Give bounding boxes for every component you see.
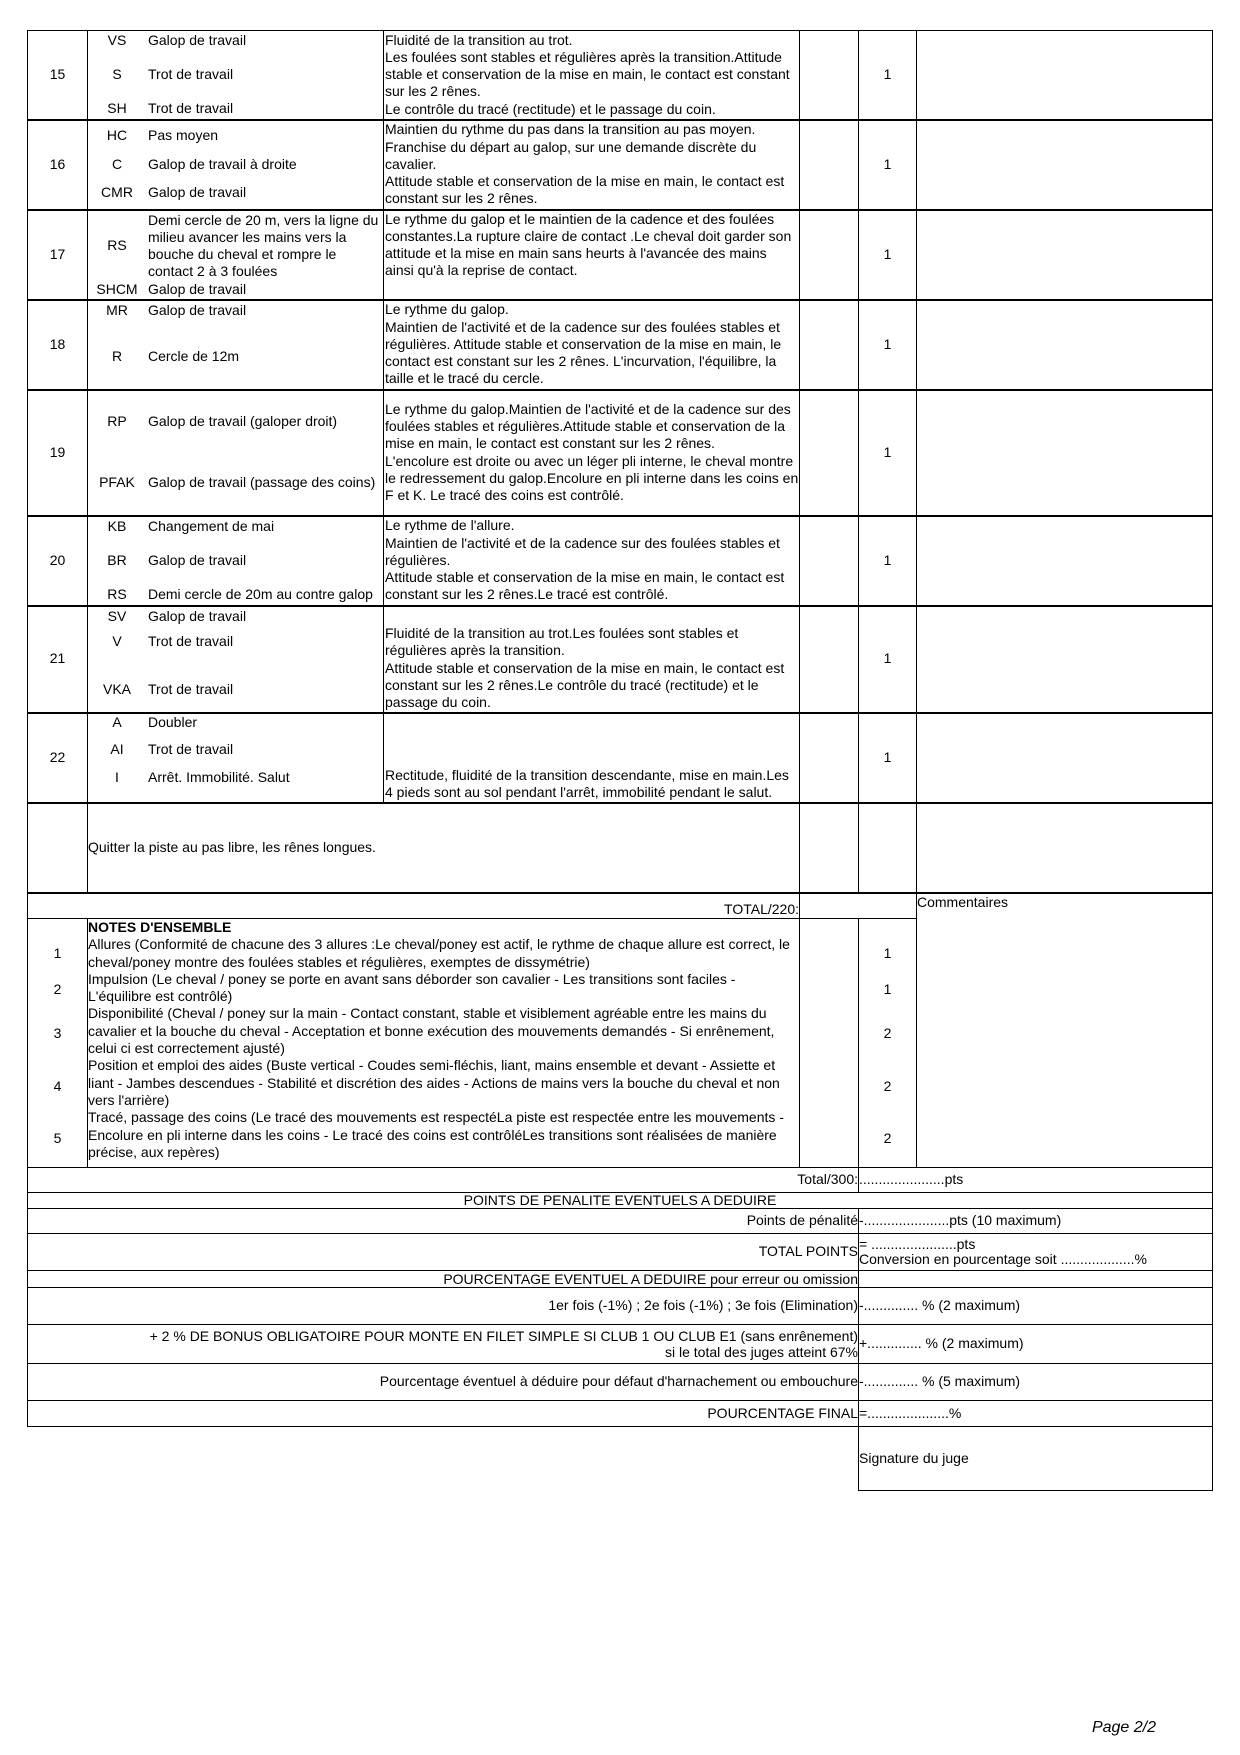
ensemble-number: 3 [53, 1024, 62, 1041]
comment-cell[interactable] [917, 803, 1213, 893]
figure-code: BR [107, 551, 127, 568]
ensemble-item: Position et emploi des aides (Buste vertical - Coudes semi-fléchis, liant, mains ensemble et devant - Assiette et liant - Jambes descendues - Stabilité et discrétion des aides - Actions de mains vers la bouche du cheval et non vers l'arrière) [88, 1057, 780, 1108]
movement-number: 16 [28, 120, 88, 210]
note-cell[interactable] [800, 606, 859, 713]
signature-row [28, 1427, 1213, 1491]
figure-label: Galop de travail [148, 607, 247, 624]
bonus-value[interactable]: +.............. % (2 maximum) [859, 1325, 1213, 1364]
figure-label: Pas moyen [148, 127, 219, 144]
total-220-row [28, 893, 1213, 919]
total-220-label: TOTAL/220: [28, 893, 800, 919]
movement-figures [88, 210, 384, 300]
note-cell[interactable] [800, 390, 859, 516]
commentaires-label: Commentaires [917, 893, 1213, 1168]
conversion-pct: Conversion en pourcentage soit ...................% [859, 1251, 1147, 1267]
note-cell[interactable] [800, 713, 859, 803]
empty-cell [859, 803, 917, 893]
total-300-row [28, 1168, 1213, 1193]
note-cell[interactable] [800, 919, 859, 1168]
figure-label: Changement de mai [148, 517, 275, 534]
figure-label: Galop de travail [148, 301, 247, 318]
penalites-title-row [28, 1193, 1213, 1209]
score-table [27, 30, 1213, 1491]
directives: Rectitude, fluidité de la transition descendante, mise en main.Les 4 pieds sont au sol pendant l'arrêt, immobilité pendant le salut. [384, 713, 800, 803]
figure-code: RS [107, 586, 127, 603]
comment-cell[interactable] [917, 210, 1213, 300]
total-points-row [28, 1234, 1213, 1271]
comment-cell[interactable] [917, 300, 1213, 390]
figure-code: CMR [101, 184, 133, 201]
ensemble-number: 1 [53, 945, 62, 962]
coefficient: 1 [859, 606, 917, 713]
harnach-value[interactable]: -.............. % (5 maximum) [859, 1364, 1213, 1401]
figure-code: MR [106, 301, 128, 318]
exit-text: Quitter la piste au pas libre, les rênes longues. [88, 803, 800, 893]
comment-cell[interactable] [917, 120, 1213, 210]
note-cell[interactable] [800, 31, 859, 120]
bonus-line: + 2 % DE BONUS OBLIGATOIRE POUR MONTE EN FILET SIMPLE SI CLUB 1 OU CLUB E1 (sans enrênement) [149, 1328, 858, 1344]
total-points-value[interactable] [859, 1234, 1213, 1271]
figure-label: Trot de travail [148, 66, 234, 83]
total-220-value[interactable] [800, 893, 917, 919]
empty-cell [28, 1427, 859, 1491]
final-row [28, 1401, 1213, 1427]
movement-row [28, 390, 1213, 516]
figure-label: Galop de travail [148, 31, 247, 48]
figure-code: C [111, 155, 123, 172]
total-points-pts: = ......................pts [859, 1236, 976, 1252]
bonus-line: si le total des juges atteint 67% [664, 1344, 858, 1360]
note-cell[interactable] [800, 803, 859, 893]
ensemble-item: Impulsion (Le cheval / poney se porte en avant sans déborder son cavalier - Les transitions sont faciles - L'équilibre est contrôlé) [88, 970, 736, 1005]
figure-code: SH [107, 100, 127, 117]
figure-code: AI [110, 740, 124, 757]
figure-label: Trot de travail [148, 100, 234, 117]
penalites-value[interactable]: -......................pts (10 maximum) [859, 1209, 1213, 1234]
movement-figures [88, 31, 384, 120]
figure-code: V [112, 633, 122, 650]
erreur-value[interactable]: -.............. % (2 maximum) [859, 1288, 1213, 1325]
movement-figures [88, 300, 384, 390]
figure-label: Galop de travail (galoper droit) [148, 413, 338, 430]
coefficient: 1 [859, 713, 917, 803]
movement-number: 21 [28, 606, 88, 713]
directives: Maintien du rythme du pas dans la transition au pas moyen. Franchise du départ au galop, sur une demande discrète du cavalier. Attitude stable et conservation de la mise en main, le contact est constant sur les 2 rênes. [384, 120, 800, 210]
comment-cell[interactable] [917, 713, 1213, 803]
ensemble-number: 5 [53, 1130, 62, 1147]
bonus-row [28, 1325, 1213, 1364]
movement-row [28, 31, 1213, 120]
movement-row [28, 516, 1213, 606]
figure-code: A [112, 713, 122, 730]
ensemble-item: Disponibilité (Cheval / poney sur la main - Contact constant, stable et visiblement agréable entre les mains du cavalier et la bouche du cheval - Acceptation et bonne exécution des mouvements demandés - Si enrênement, celui ci est correctement ajusté) [88, 1005, 775, 1057]
movement-row [28, 120, 1213, 210]
ensemble-coefs [859, 919, 917, 1168]
movement-number: 15 [28, 31, 88, 120]
bonus-label [28, 1325, 859, 1364]
movement-figures [88, 713, 384, 803]
figure-code: VKA [102, 681, 131, 698]
ensemble-number: 2 [53, 980, 62, 997]
coefficient: 1 [859, 516, 917, 606]
figure-code: S [112, 66, 122, 83]
total-300-value[interactable]: ......................pts [859, 1168, 1213, 1193]
coefficient: 1 [859, 120, 917, 210]
ensemble-texts [88, 919, 800, 1168]
ensemble-title: NOTES D'ENSEMBLE [88, 919, 232, 935]
empty-cell [859, 1271, 1213, 1288]
figure-label: Cercle de 12m [148, 348, 240, 365]
ensemble-item: Tracé, passage des coins (Le tracé des mouvements est respectéLa piste est respectée entre les mouvements - Encolure en pli interne dans les coins - Le tracé des coins est contrôléLes transitions sont réalisées de manière précise, aux repères) [88, 1109, 784, 1160]
figure-code: R [111, 348, 123, 365]
penalites-row [28, 1209, 1213, 1234]
figure-code: SV [107, 607, 127, 624]
figure-label: Trot de travail [148, 633, 234, 650]
movement-row [28, 606, 1213, 713]
figure-code: RS [107, 237, 127, 254]
coefficient: 2 [883, 1077, 892, 1094]
pct-title: POURCENTAGE EVENTUEL A DEDUIRE pour erreur ou omission [28, 1271, 859, 1288]
total-300-label: Total/300: [28, 1168, 859, 1193]
comment-cell[interactable] [917, 31, 1213, 120]
final-label: POURCENTAGE FINAL [28, 1401, 859, 1427]
figure-label: Galop de travail [148, 280, 247, 297]
comment-cell[interactable] [917, 516, 1213, 606]
figure-label: Galop de travail (passage des coins) [148, 474, 376, 491]
directives: Fluidité de la transition au trot.Les foulées sont stables et régulières après la transition. Attitude stable et conservation de la mise en main, le contact est constant sur les 2 rênes.Le contrôle du tracé (rectitude) et le passage du coin. [384, 606, 800, 713]
coefficient: 2 [883, 1024, 892, 1041]
movement-number: 22 [28, 713, 88, 803]
figure-label: Galop de travail [148, 184, 247, 201]
note-cell[interactable] [800, 210, 859, 300]
figure-label: Trot de travail [148, 681, 234, 698]
movement-row [28, 300, 1213, 390]
comment-cell[interactable] [917, 390, 1213, 516]
figure-code: RP [107, 413, 127, 430]
total-points-label: TOTAL POINTS [28, 1234, 859, 1271]
directives: Le rythme du galop. Maintien de l'activité et de la cadence sur des foulées stables et régulières. Attitude stable et conservation de la mise en main, le contact est constant sur les 2 rênes. L'incurvation, l'équilibre, la taille et le tracé du cercle. [384, 300, 800, 390]
movement-number: 18 [28, 300, 88, 390]
directives: Fluidité de la transition au trot. Les foulées sont stables et régulières après la transition.Attitude stable et conservation de la mise en main, le contact est constant sur les 2 rênes. Le contrôle du tracé (rectitude) et le passage du coin. [384, 31, 800, 120]
figure-code: VS [107, 31, 127, 48]
movement-row [28, 713, 1213, 803]
note-cell[interactable] [800, 120, 859, 210]
figure-label: Arrêt. Immobilité. Salut [148, 769, 290, 786]
figure-code: I [115, 769, 119, 786]
empty-cell [28, 803, 88, 893]
figure-code: PFAK [99, 474, 135, 491]
page-number: Page 2/2 [1091, 1719, 1156, 1736]
coefficient: 1 [859, 31, 917, 120]
coefficient: 2 [883, 1130, 892, 1147]
erreur-row [28, 1288, 1213, 1325]
ensemble-item: Allures (Conformité de chacune des 3 allures :Le cheval/poney est actif, le rythme de chaque allure est correct, le cheval/poney montre des foulées stables et régulières, exemptes de dissymétrie) [88, 936, 790, 970]
figure-label: Galop de travail à droite [148, 155, 297, 172]
ensemble-numbers [28, 919, 88, 1168]
movement-number: 17 [28, 210, 88, 300]
directives: Le rythme du galop.Maintien de l'activité et de la cadence sur des foulées stables et régulières.Attitude stable et conservation de la mise en main, le contact est constant sur les 2 rênes. L'encolure est droite ou avec un léger pli interne, le cheval montre le redressement du galop.Encolure en pli interne dans les coins en F et K. Le tracé des coins est contrôlé. [384, 390, 800, 516]
coefficient: 1 [883, 945, 892, 962]
directives: Le rythme du galop et le maintien de la cadence et des foulées constantes.La rupture claire de contact .Le cheval doit garder son attitude et la mise en main sans heurts à l'avancée des mains ainsi qu'à la reprise de contact. [384, 210, 800, 300]
harnach-label: Pourcentage éventuel à déduire pour défaut d'harnachement ou embouchure [28, 1364, 859, 1401]
figure-label: Trot de travail [148, 740, 234, 757]
erreur-label: 1er fois (-1%) ; 2e fois (-1%) ; 3e fois (Elimination) [28, 1288, 859, 1325]
figure-label: Demi cercle de 20m au contre galop [148, 586, 373, 603]
signature-box[interactable]: Signature du juge [859, 1427, 1213, 1491]
movement-figures [88, 516, 384, 606]
movement-figures [88, 390, 384, 516]
coefficient: 1 [883, 980, 892, 997]
pct-title-row [28, 1271, 1213, 1288]
directives: Le rythme de l'allure. Maintien de l'activité et de la cadence sur des foulées stables et régulières. Attitude stable et conservation de la mise en main, le contact est constant sur les 2 rênes.Le tracé est contrôlé. [384, 516, 800, 606]
figure-label: Doubler [148, 713, 198, 730]
movement-figures [88, 606, 384, 713]
ensemble-number: 4 [53, 1077, 62, 1094]
penalites-title: POINTS DE PENALITE EVENTUELS A DEDUIRE [28, 1193, 1213, 1209]
final-value[interactable]: =.....................% [859, 1401, 1213, 1427]
movement-number: 20 [28, 516, 88, 606]
coefficient: 1 [859, 300, 917, 390]
figure-label: Demi cercle de 20 m, vers la ligne du milieu avancer les mains vers la bouche du cheval et rompre le contact 2 à 3 foulées [148, 211, 379, 280]
harnach-row [28, 1364, 1213, 1401]
coefficient: 1 [859, 210, 917, 300]
figure-code: SHCM [96, 280, 138, 297]
figure-code: HC [106, 127, 128, 144]
penalites-label: Points de pénalité [28, 1209, 859, 1234]
comment-cell[interactable] [917, 606, 1213, 713]
coefficient: 1 [859, 390, 917, 516]
note-cell[interactable] [800, 300, 859, 390]
movement-row [28, 210, 1213, 300]
movement-number: 19 [28, 390, 88, 516]
exit-row [28, 803, 1213, 893]
figure-label: Galop de travail [148, 551, 247, 568]
note-cell[interactable] [800, 516, 859, 606]
figure-code: KB [107, 517, 127, 534]
movement-figures [88, 120, 384, 210]
